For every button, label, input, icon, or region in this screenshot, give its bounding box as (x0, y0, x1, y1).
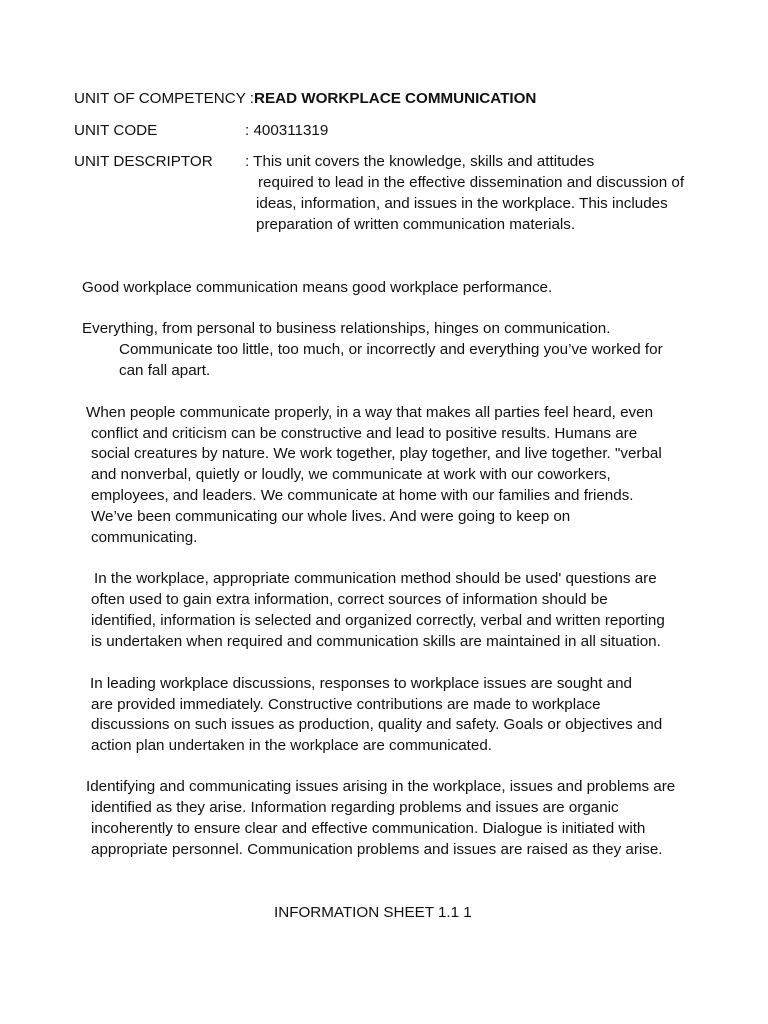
paragraph-line: communicating. (91, 529, 198, 546)
unit-code-row (74, 121, 157, 142)
paragraph-line: social creatures by nature. We work together, play together, and live together. "verbal (91, 445, 662, 462)
paragraph-line: incoherently to ensure clear and effective communication. Dialogue is initiated with (91, 820, 646, 837)
descriptor-line: required to lead in the effective dissemination and discussion of (258, 174, 685, 191)
descriptor-line: preparation of written communication materials. (256, 216, 576, 233)
unit-of-competency-label: UNIT OF COMPETENCY : (74, 90, 255, 107)
paragraph-line: When people communicate properly, in a way that makes all parties feel heard, even (86, 404, 654, 421)
paragraph-line: In leading workplace discussions, responses to workplace issues are sought and (90, 675, 632, 692)
unit-of-competency-row (74, 89, 536, 110)
information-sheet-label: INFORMATION SHEET 1.1 1 (274, 904, 472, 921)
paragraph-line: and nonverbal, quietly or loudly, we communicate at work with our coworkers, (91, 466, 611, 483)
descriptor-line: : This unit covers the knowledge, skills and attitudes (245, 153, 595, 170)
paragraph-line: action plan undertaken in the workplace are communicated. (91, 737, 493, 754)
paragraph-line: Good workplace communication means good workplace performance. (82, 279, 553, 296)
paragraph-line: appropriate personnel. Communication problems and issues are raised as they arise. (91, 841, 663, 858)
unit-descriptor-row (74, 152, 213, 173)
paragraph-line: identified, information is selected and organized correctly, verbal and written reporting (91, 612, 665, 629)
paragraph-line: is undertaken when required and communication skills are maintained in all situation. (91, 633, 661, 650)
paragraph-line: employees, and leaders. We communicate at home with our families and friends. (91, 487, 634, 504)
paragraph-line: Communicate too little, too much, or incorrectly and everything you’ve worked for (119, 341, 663, 358)
unit-code-label: UNIT CODE (74, 122, 158, 139)
unit-code-value: : 400311319 (245, 122, 329, 139)
paragraph-line: are provided immediately. Constructive contributions are made to workplace (91, 696, 601, 713)
paragraph-line: In the workplace, appropriate communication method should be used' questions are (94, 570, 657, 587)
paragraph-line: often used to gain extra information, correct sources of information should be (91, 591, 608, 608)
paragraph-line: conflict and criticism can be constructive and lead to positive results. Humans are (91, 425, 638, 442)
paragraph-line: Identifying and communicating issues arising in the workplace, issues and problems are (86, 778, 676, 795)
paragraph-line: can fall apart. (119, 362, 211, 379)
unit-descriptor-label: UNIT DESCRIPTOR (74, 153, 213, 170)
paragraph-line: identified as they arise. Information regarding problems and issues are organic (91, 799, 619, 816)
paragraph-line: We’ve been communicating our whole lives. And were going to keep on (91, 508, 571, 525)
paragraph-line: discussions on such issues as production, quality and safety. Goals or objectives and (91, 716, 663, 733)
unit-of-competency-value: READ WORKPLACE COMMUNICATION (254, 90, 537, 107)
descriptor-line: ideas, information, and issues in the workplace. This includes (256, 195, 668, 212)
paragraph-line: Everything, from personal to business relationships, hinges on communication. (82, 320, 611, 337)
